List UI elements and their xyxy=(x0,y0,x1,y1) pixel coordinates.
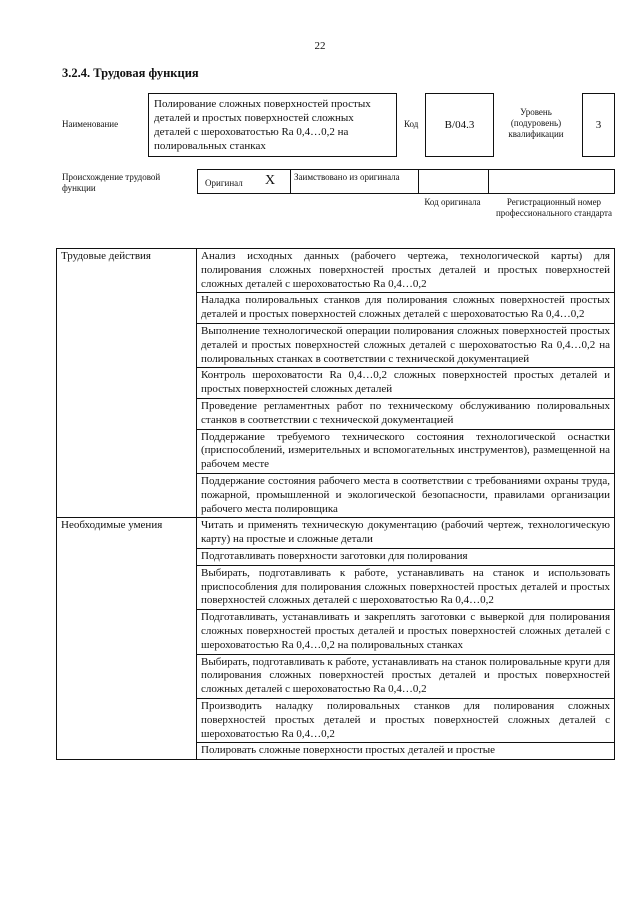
original-code-caption: Код оригинала xyxy=(424,197,481,207)
code-label: Код xyxy=(404,119,419,129)
section-title: 3.2.4. Трудовая функция xyxy=(62,66,199,80)
table-row xyxy=(57,249,615,293)
skill-item: Подготавливать, устанавливать и закреплять заготовки с выверкой для полирования сложных поверхностей простых деталей и простых поверхностей сложных деталей с шероховатостью Ra 0,4…0,2 на полировальных станках xyxy=(197,610,615,654)
qualification-level-label: Уровень (подуровень) квалификации xyxy=(508,107,564,139)
labor-action-item: Поддержание требуемого технического состояния технологической оснастки (приспособлений, измерительных и вспомогательных инструментов), размещенной на рабочем месте xyxy=(197,429,615,473)
code-value: B/04.3 xyxy=(444,119,475,131)
borrowed-cell xyxy=(290,170,419,193)
origin-label: Происхождение трудовой функции xyxy=(62,172,161,193)
labor-action-item: Проведение регламентных работ по техническому обслуживанию полировальных станков в соответствии с технической документацией xyxy=(197,398,615,429)
original-label: Оригинал xyxy=(205,178,243,188)
name-label: Наименование xyxy=(62,119,119,129)
skill-item: Читать и применять техническую документацию (рабочий чертеж, технологическую карту) на простые и сложные детали xyxy=(197,518,615,549)
original-code-cell xyxy=(418,170,489,193)
table-row xyxy=(57,518,615,549)
skill-item: Подготавливать поверхности заготовки для полирования xyxy=(197,548,615,565)
function-name-text: Полирование сложных поверхностей простых деталей и простых поверхностей сложных деталей с шероховатостью Ra 0,4…0,2 на полировальных станках xyxy=(154,98,371,152)
registration-number-caption: Регистрационный номер профессионального стандарта xyxy=(495,197,613,218)
page-number: 22 xyxy=(314,40,326,52)
skill-item: Выбирать, подготавливать к работе, устанавливать на станок и использовать приспособления для полирования сложных поверхностей простых деталей и простых поверхностей сложных деталей с шероховатостью Ra 0,4…0,2 xyxy=(197,565,615,609)
original-mark: X xyxy=(265,173,276,188)
qualification-level-value: 3 xyxy=(595,119,602,131)
labor-function-table xyxy=(56,248,615,760)
skill-item: Полировать сложные поверхности простых деталей и простые xyxy=(197,743,615,760)
borrowed-label: Заимствовано из оригинала xyxy=(294,172,400,182)
qualification-level-box xyxy=(582,93,615,157)
labor-action-item: Выполнение технологической операции полирования сложных поверхностей простых деталей и простых поверхностей сложных деталей с шероховатостью Ra 0,4…0,2 на полировальных станках в соответствии с технической документацией xyxy=(197,323,615,367)
registration-number-cell xyxy=(488,170,614,193)
required-skills-label: Необходимые умения xyxy=(57,518,197,760)
skill-item: Выбирать, подготавливать к работе, устанавливать на станок полировальные круги для полирования сложных поверхностей простых деталей и простых поверхностей сложных деталей с шероховатостью Ra 0,4…0,2 xyxy=(197,654,615,698)
function-name-box xyxy=(148,93,397,157)
code-box xyxy=(425,93,494,157)
skill-item: Производить наладку полировальных станков для полирования сложных поверхностей простых деталей и простых поверхностей сложных деталей с шероховатостью Ra 0,4…0,2 xyxy=(197,698,615,742)
labor-action-item: Контроль шероховатости Ra 0,4…0,2 сложных поверхностей простых деталей и простых поверхностей сложных деталей xyxy=(197,368,615,399)
labor-action-item: Анализ исходных данных (рабочего чертежа, технологической карты) для полирования сложных поверхностей простых деталей и простых поверхностей сложных деталей с шероховатостью Ra 0,4…0,2 xyxy=(197,249,615,293)
original-cell xyxy=(198,170,291,193)
labor-action-item: Поддержание состояния рабочего места в соответствии с требованиями охраны труда, пожарной, промышленной и экологической безопасности, правилами организации рабочего места полировщика xyxy=(197,473,615,517)
labor-action-item: Наладка полировальных станков для полирования сложных поверхностей простых деталей и простых поверхностей сложных деталей с шероховатостью Ra 0,4…0,2 xyxy=(197,293,615,324)
origin-row xyxy=(197,169,615,194)
labor-actions-label: Трудовые действия xyxy=(57,249,197,518)
